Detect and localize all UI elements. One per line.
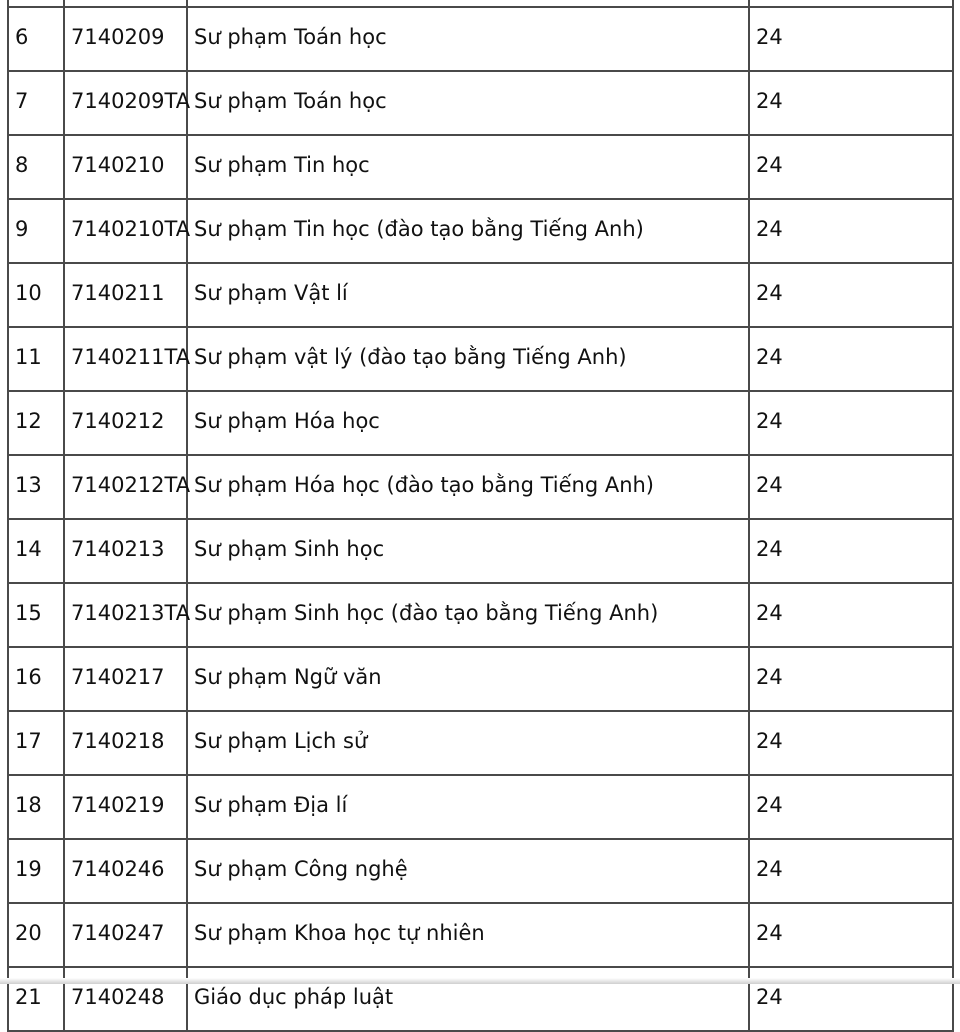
score-cell: 24 <box>749 967 953 1031</box>
major-name-cell: Sư phạm vật lý (đào tạo bằng Tiếng Anh) <box>187 327 749 391</box>
row-number-cell: 15 <box>8 583 64 647</box>
cell-empty <box>64 0 187 7</box>
major-code-cell: 7140213 <box>64 519 187 583</box>
row-number-cell: 7 <box>8 71 64 135</box>
table-row <box>8 327 953 391</box>
table-row <box>8 775 953 839</box>
cell-empty <box>749 0 953 7</box>
row-number-cell: 9 <box>8 199 64 263</box>
row-number-cell: 6 <box>8 7 64 71</box>
row-number-cell: 20 <box>8 903 64 967</box>
row-number-cell: 16 <box>8 647 64 711</box>
major-name-cell: Sư phạm Tin học (đào tạo bằng Tiếng Anh) <box>187 199 749 263</box>
major-name-cell: Sư phạm Toán học <box>187 71 749 135</box>
major-name-cell: Sư phạm Hóa học (đào tạo bằng Tiếng Anh) <box>187 455 749 519</box>
row-number-cell: 21 <box>8 967 64 1031</box>
table-container <box>7 0 952 1032</box>
table-row <box>8 967 953 1031</box>
score-cell: 24 <box>749 903 953 967</box>
table-row <box>8 71 953 135</box>
table-row <box>8 455 953 519</box>
score-cell: 24 <box>749 263 953 327</box>
major-code-cell: 7140246 <box>64 839 187 903</box>
row-number-cell: 17 <box>8 711 64 775</box>
major-code-cell: 7140217 <box>64 647 187 711</box>
row-number-cell: 12 <box>8 391 64 455</box>
bottom-edge-shadow <box>0 978 960 984</box>
score-cell: 24 <box>749 519 953 583</box>
major-name-cell: Sư phạm Ngữ văn <box>187 647 749 711</box>
cell-empty <box>8 0 64 7</box>
score-cell: 24 <box>749 327 953 391</box>
table-row <box>8 647 953 711</box>
table-row <box>8 711 953 775</box>
score-cell: 24 <box>749 135 953 199</box>
row-number-cell: 13 <box>8 455 64 519</box>
major-name-cell: Sư phạm Sinh học <box>187 519 749 583</box>
major-code-cell: 7140213TA <box>64 583 187 647</box>
table-body <box>8 0 953 1031</box>
table-row <box>8 263 953 327</box>
row-number-cell: 18 <box>8 775 64 839</box>
table-row <box>8 199 953 263</box>
major-name-cell: Sư phạm Sinh học (đào tạo bằng Tiếng Anh) <box>187 583 749 647</box>
major-code-cell: 7140218 <box>64 711 187 775</box>
row-number-cell: 8 <box>8 135 64 199</box>
score-cell: 24 <box>749 775 953 839</box>
major-name-cell: Sư phạm Toán học <box>187 7 749 71</box>
major-name-cell: Sư phạm Địa lí <box>187 775 749 839</box>
table-row <box>8 583 953 647</box>
major-name-cell: Sư phạm Lịch sử <box>187 711 749 775</box>
major-code-cell: 7140210 <box>64 135 187 199</box>
major-code-cell: 7140209 <box>64 7 187 71</box>
major-code-cell: 7140210TA <box>64 199 187 263</box>
row-number-cell: 14 <box>8 519 64 583</box>
score-cell: 24 <box>749 839 953 903</box>
row-number-cell: 10 <box>8 263 64 327</box>
table-row <box>8 391 953 455</box>
major-name-cell: Sư phạm Vật lí <box>187 263 749 327</box>
admission-scores-table <box>7 0 954 1032</box>
table-row <box>8 839 953 903</box>
score-cell: 24 <box>749 7 953 71</box>
row-number-cell: 19 <box>8 839 64 903</box>
score-cell: 24 <box>749 455 953 519</box>
major-code-cell: 7140219 <box>64 775 187 839</box>
major-code-cell: 7140212 <box>64 391 187 455</box>
table-row-partial <box>8 0 953 7</box>
table-row <box>8 7 953 71</box>
major-name-cell: Sư phạm Hóa học <box>187 391 749 455</box>
major-code-cell: 7140212TA <box>64 455 187 519</box>
score-cell: 24 <box>749 583 953 647</box>
major-code-cell: 7140247 <box>64 903 187 967</box>
table-row <box>8 903 953 967</box>
score-cell: 24 <box>749 391 953 455</box>
major-code-cell: 7140211 <box>64 263 187 327</box>
major-name-cell: Sư phạm Khoa học tự nhiên <box>187 903 749 967</box>
major-name-cell: Sư phạm Tin học <box>187 135 749 199</box>
cell-empty <box>187 0 749 7</box>
major-name-cell: Sư phạm Công nghệ <box>187 839 749 903</box>
major-code-cell: 7140211TA <box>64 327 187 391</box>
score-cell: 24 <box>749 711 953 775</box>
table-row <box>8 135 953 199</box>
score-cell: 24 <box>749 199 953 263</box>
score-cell: 24 <box>749 71 953 135</box>
major-name-cell: Giáo dục pháp luật <box>187 967 749 1031</box>
score-cell: 24 <box>749 647 953 711</box>
row-number-cell: 11 <box>8 327 64 391</box>
major-code-cell: 7140248 <box>64 967 187 1031</box>
major-code-cell: 7140209TA <box>64 71 187 135</box>
table-row <box>8 519 953 583</box>
